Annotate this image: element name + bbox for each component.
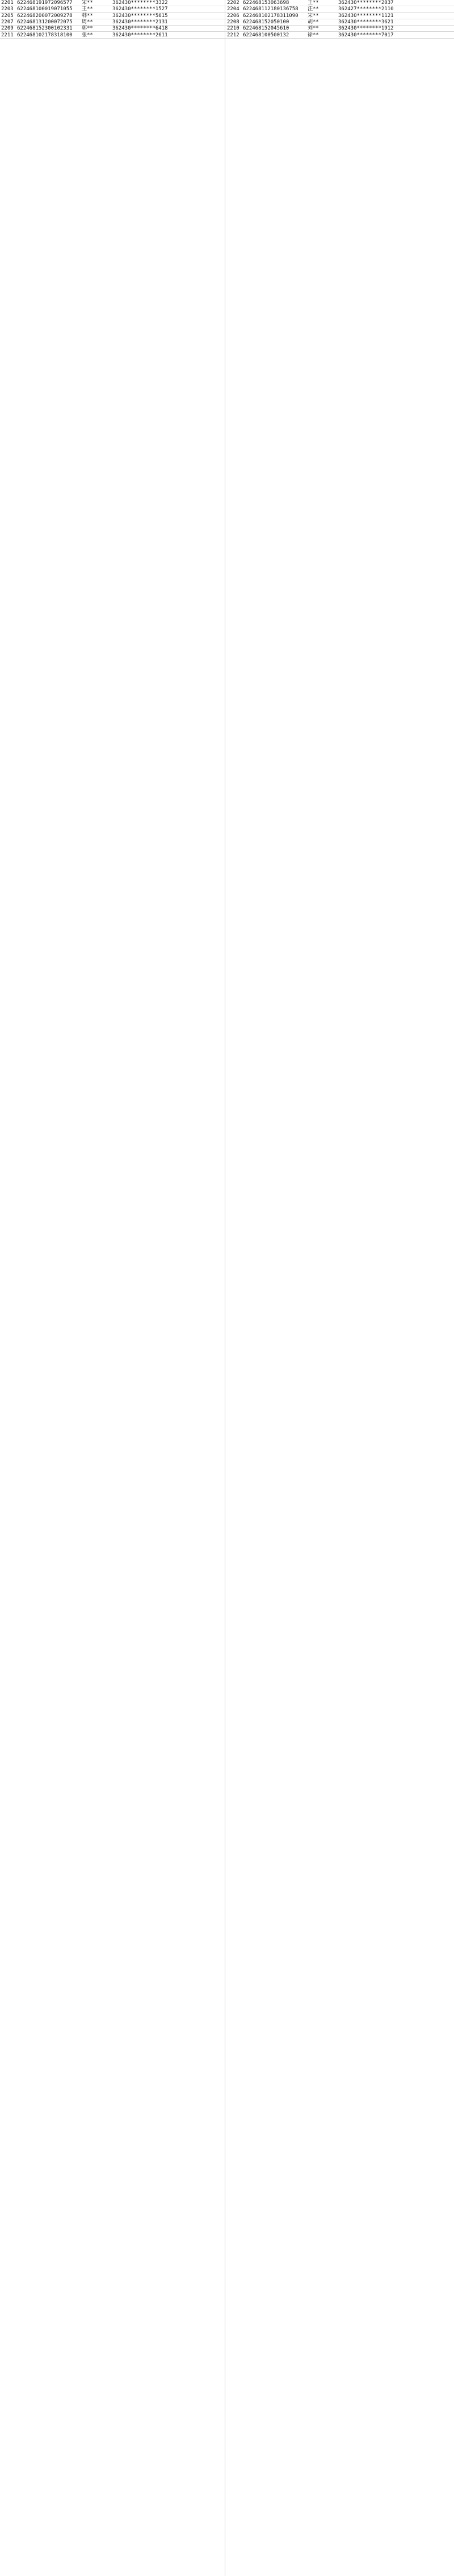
account-number: 622468200072009278	[17, 12, 73, 19]
account-number: 622468100019071055	[17, 6, 73, 12]
holder-name: 宋**	[308, 12, 319, 19]
account-number: 622468112180136758	[243, 6, 299, 12]
table-row	[0, 32, 454, 39]
row-number: 2205	[1, 12, 14, 19]
holder-name: 郭**	[82, 26, 93, 32]
row-number: 2206	[227, 12, 239, 19]
id-number: 362430********2611	[112, 32, 168, 38]
holder-name: 王**	[308, 0, 319, 6]
holder-name: 王**	[82, 6, 93, 12]
account-number: 622468191972096577	[17, 0, 73, 6]
id-number: 362430********6418	[112, 26, 168, 32]
id-number: 362430********1527	[112, 6, 168, 12]
table-row	[0, 13, 454, 19]
holder-name: 胡**	[308, 19, 319, 25]
account-number: 622468152045610	[243, 26, 289, 32]
row-number: 2201	[1, 0, 14, 6]
account-number: 622468152300102331	[17, 26, 73, 32]
account-number: 622468152050100	[243, 19, 289, 25]
account-number: 622468102178318100	[17, 32, 73, 38]
table-row	[0, 0, 454, 6]
holder-name: 韩**	[82, 12, 93, 19]
holder-name: 周**	[82, 19, 93, 25]
row-number: 2204	[227, 6, 239, 12]
id-number: 362430********3322	[112, 0, 168, 6]
row-number: 2212	[227, 32, 239, 38]
account-number: 622468100500132	[243, 32, 289, 38]
row-number: 2207	[1, 19, 14, 25]
table-row	[0, 26, 454, 32]
id-number: 362430********7017	[338, 32, 394, 38]
id-number: 362430********1912	[338, 26, 394, 32]
id-number: 362430********1121	[338, 12, 394, 19]
table-row	[0, 6, 454, 12]
row-number: 2202	[227, 0, 239, 6]
row-number: 2209	[1, 26, 14, 32]
account-number: 622468153063698	[243, 0, 289, 6]
id-number: 362430********2037	[338, 0, 394, 6]
holder-name: 汪**	[308, 6, 319, 12]
row-number: 2208	[227, 19, 239, 25]
row-number: 2211	[1, 32, 14, 38]
account-number: 622468102178311090	[243, 12, 299, 19]
account-number: 622468131200072075	[17, 19, 73, 25]
holder-name: 宋**	[82, 0, 93, 6]
holder-name: 刘**	[308, 26, 319, 32]
id-number: 362430********2131	[112, 19, 168, 25]
holder-name: 张**	[82, 32, 93, 38]
id-number: 362430********3621	[338, 19, 394, 25]
row-number: 2210	[227, 26, 239, 32]
id-number: 362430********5615	[112, 12, 168, 19]
table-row	[0, 19, 454, 26]
holder-name: 徐**	[308, 32, 319, 38]
row-number: 2203	[1, 6, 14, 12]
id-number: 362427********2110	[338, 6, 394, 12]
